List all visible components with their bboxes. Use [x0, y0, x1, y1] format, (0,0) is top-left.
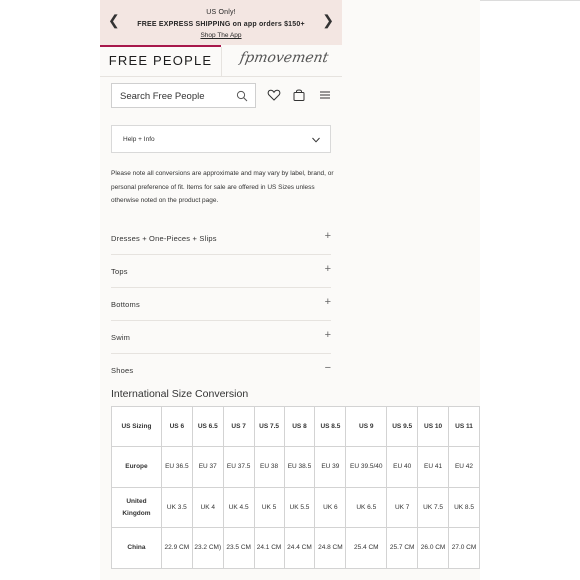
table-cell: US 11	[449, 407, 480, 447]
chevron-right-icon[interactable]: ❯	[322, 12, 334, 28]
table-cell: US 6	[161, 407, 192, 447]
plus-icon: +	[324, 296, 331, 308]
accordion-swim[interactable]	[111, 321, 331, 354]
table-cell: UK 4.5	[223, 488, 254, 528]
table-cell: 24.8 CM	[315, 528, 346, 569]
table-cell: US 7.5	[254, 407, 284, 447]
table-cell: US 9	[346, 407, 387, 447]
search-icon[interactable]	[236, 90, 248, 102]
search-input[interactable]	[120, 89, 232, 103]
table-cell: EU 39	[315, 447, 346, 488]
table-cell: EU 40	[387, 447, 418, 488]
mobile-page	[100, 0, 480, 580]
accordion-shoes[interactable]	[111, 354, 331, 387]
table-cell: UK 5.5	[284, 488, 315, 528]
promo-banner	[100, 0, 342, 45]
table-cell: China	[112, 528, 162, 569]
table-cell: United Kingdom	[112, 488, 162, 528]
table-cell: EU 41	[418, 447, 449, 488]
table-cell: EU 38.5	[284, 447, 315, 488]
table-cell: 24.4 CM	[284, 528, 315, 569]
tab-fp-movement[interactable]: fpmovement	[238, 50, 330, 66]
table-cell: Europe	[112, 447, 162, 488]
accordion-label: Shoes	[111, 366, 134, 375]
table-row	[112, 447, 480, 488]
help-info-dropdown[interactable]	[111, 125, 331, 153]
help-info-label: Help + Info	[123, 136, 155, 143]
accordion-label: Dresses + One-Pieces + Slips	[111, 234, 217, 243]
table-cell: US 8.5	[315, 407, 346, 447]
table-cell: EU 36.5	[161, 447, 192, 488]
table-cell: 25.4 CM	[346, 528, 387, 569]
promo-line-1: US Only!	[206, 9, 236, 16]
table-cell: 23.2 CM)	[192, 528, 223, 569]
table-row	[112, 488, 480, 528]
accordion-dresses[interactable]	[111, 222, 331, 255]
table-cell: 27.0 CM	[449, 528, 480, 569]
table-cell: UK 3.5	[161, 488, 192, 528]
table-cell: 23.5 CM	[223, 528, 254, 569]
promo-line-2: FREE EXPRESS SHIPPING on app orders $150+	[137, 21, 305, 28]
table-cell: UK 7	[387, 488, 418, 528]
accordion-label: Swim	[111, 333, 131, 342]
conversion-note: Please note all conversions are approximate and may vary by label, brand, or personal preference of fit. Items for sale are offered in US Sizes unless otherwise noted on the product page.	[111, 170, 334, 204]
table-cell: EU 38	[254, 447, 284, 488]
plus-icon: +	[324, 329, 331, 341]
table-cell: 25.7 CM	[387, 528, 418, 569]
table-cell: 24.1 CM	[254, 528, 284, 569]
table-cell: UK 6	[315, 488, 346, 528]
table-cell: UK 8.5	[449, 488, 480, 528]
table-cell: US 6.5	[192, 407, 223, 447]
table-row	[112, 528, 480, 569]
table-cell: UK 5	[254, 488, 284, 528]
accordion-label: Bottoms	[111, 300, 140, 309]
plus-icon: +	[324, 230, 331, 242]
table-cell: UK 4	[192, 488, 223, 528]
table-header-row	[112, 407, 480, 447]
shop-the-app-link[interactable]: Shop The App	[200, 32, 242, 39]
heart-icon[interactable]	[267, 88, 281, 102]
plus-icon: +	[324, 263, 331, 275]
table-cell: 26.0 CM	[418, 528, 449, 569]
tab-free-people[interactable]: FREE PEOPLE	[108, 53, 213, 68]
search-box[interactable]	[111, 83, 256, 108]
chevron-left-icon[interactable]: ❮	[108, 12, 120, 28]
table-cell: EU 39.5/40	[346, 447, 387, 488]
tab-divider	[221, 47, 222, 77]
table-cell: EU 42	[449, 447, 480, 488]
table-cell: UK 6.5	[346, 488, 387, 528]
table-cell: US 8	[284, 407, 315, 447]
table-cell: US 9.5	[387, 407, 418, 447]
size-conversion-title: International Size Conversion	[111, 388, 249, 400]
table-cell: US Sizing	[112, 407, 162, 447]
chevron-down-icon	[311, 135, 321, 145]
menu-icon[interactable]	[318, 88, 332, 102]
brand-tabs	[100, 47, 342, 77]
shopping-bag-icon[interactable]	[292, 88, 306, 102]
minus-icon: −	[324, 362, 331, 374]
table-cell: 22.9 CM	[161, 528, 192, 569]
size-conversion-table	[111, 406, 480, 569]
table-cell: US 7	[223, 407, 254, 447]
accordion-label: Tops	[111, 267, 128, 276]
table-cell: EU 37.5	[223, 447, 254, 488]
table-cell: EU 37	[192, 447, 223, 488]
table-cell: UK 7.5	[418, 488, 449, 528]
accordion-bottoms[interactable]	[111, 288, 331, 321]
accordion-tops[interactable]	[111, 255, 331, 288]
table-cell: US 10	[418, 407, 449, 447]
